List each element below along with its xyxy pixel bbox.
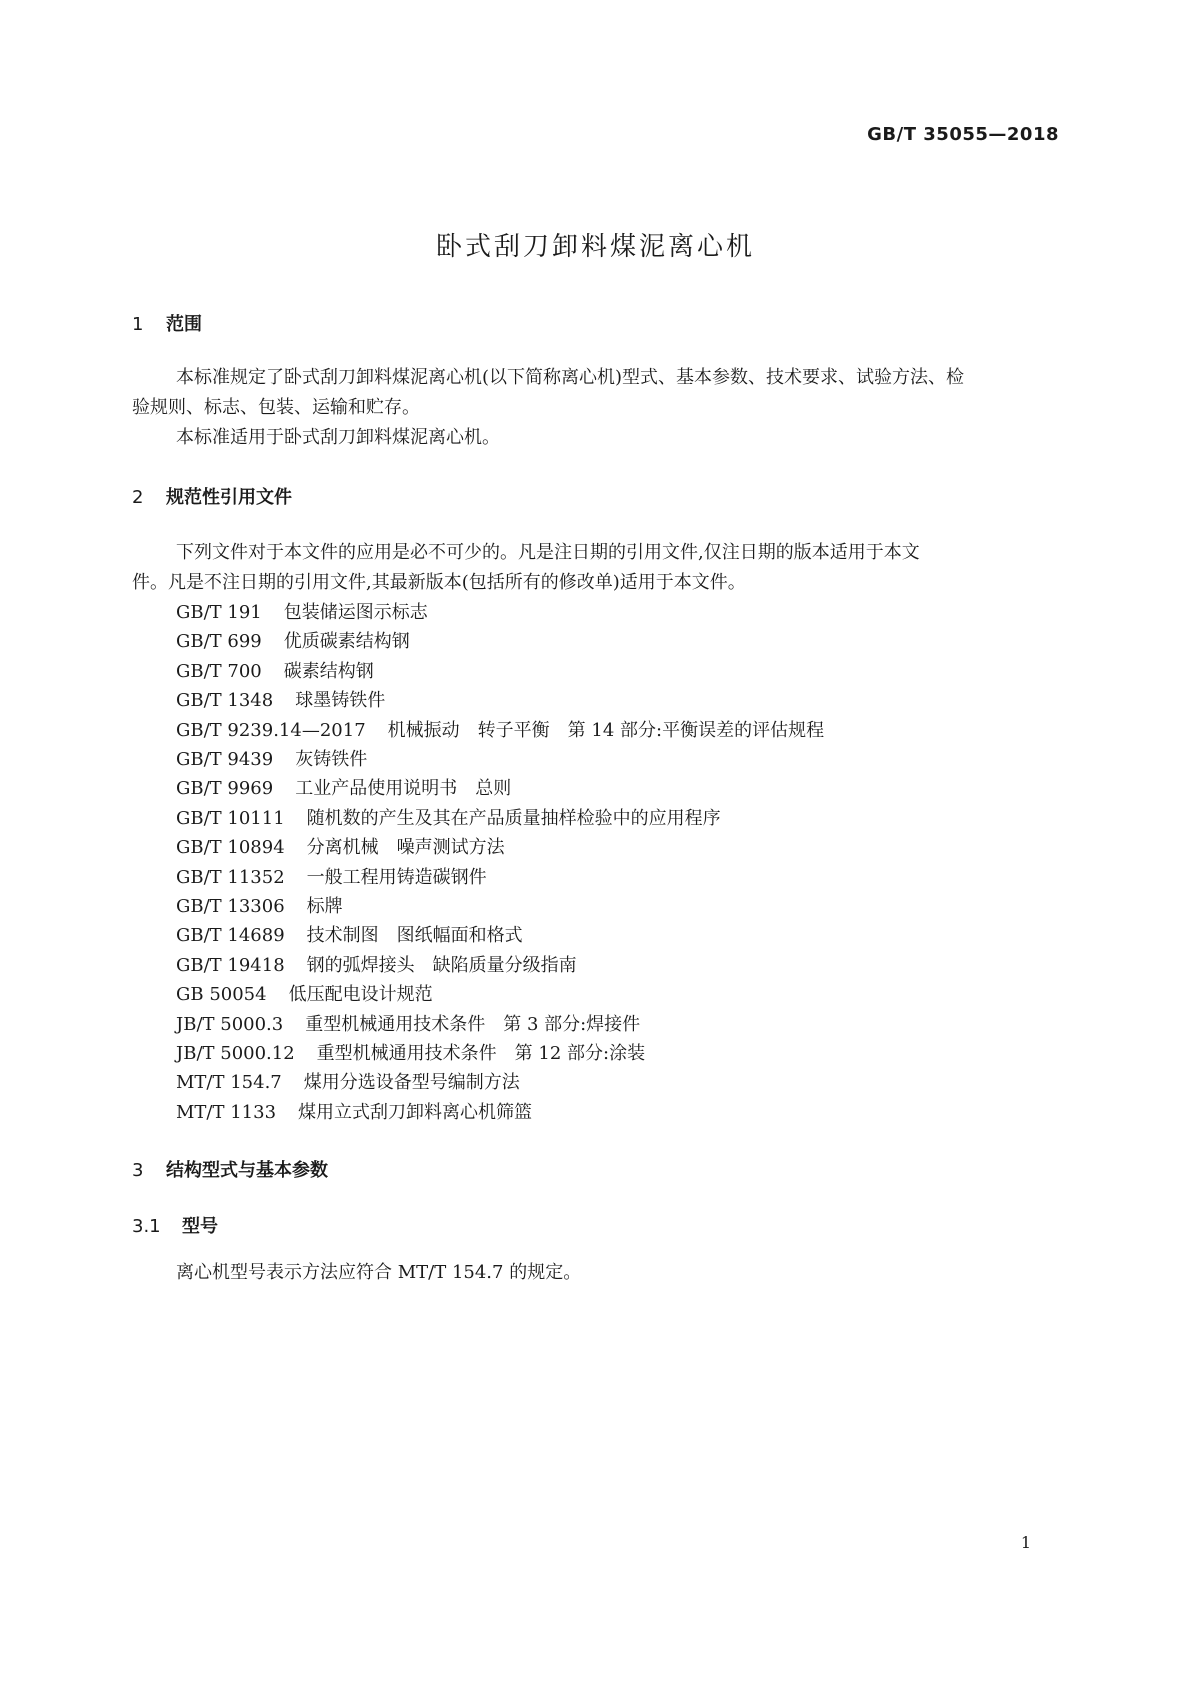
section-number: 1	[132, 314, 144, 335]
reference-item	[176, 1098, 532, 1124]
section-title: 规范性引用文件	[166, 487, 292, 508]
reference-code: GB/T 9239.14—2017	[176, 719, 366, 741]
reference-code: GB/T 10111	[176, 807, 285, 829]
section-2-paragraph-line-1: 下列文件对于本文件的应用是必不可少的。凡是注日期的引用文件,仅注日期的版本适用于本文	[176, 542, 920, 563]
reference-item	[176, 804, 721, 830]
section-1-paragraph-1-line-2: 验规则、标志、包装、运输和贮存。	[132, 397, 420, 418]
reference-item	[176, 716, 824, 742]
reference-item	[176, 686, 385, 712]
reference-title: 煤用立式刮刀卸料离心机筛篮	[298, 1101, 533, 1123]
reference-item	[176, 627, 410, 653]
document-title: 卧式刮刀卸料煤泥离心机	[435, 232, 755, 262]
reference-code: MT/T 1133	[176, 1101, 277, 1123]
reference-item	[176, 892, 343, 918]
reference-code: GB/T 700	[176, 660, 262, 682]
reference-title: 重型机械通用技术条件 第 3 部分:焊接件	[305, 1013, 641, 1035]
reference-code: GB/T 699	[176, 631, 262, 653]
reference-item	[176, 863, 487, 889]
section-number: 2	[132, 487, 144, 508]
reference-title: 碳素结构钢	[283, 660, 374, 682]
reference-code: GB/T 191	[176, 602, 262, 623]
section-title: 结构型式与基本参数	[166, 1160, 328, 1181]
reference-code: GB/T 9439	[176, 749, 274, 770]
reference-item	[176, 657, 374, 683]
reference-title: 分离机械 噪声测试方法	[306, 837, 505, 859]
reference-code: GB/T 9969	[176, 778, 274, 800]
section-1-heading	[132, 310, 202, 336]
reference-title: 包装储运图示标志	[283, 602, 428, 623]
reference-title: 重型机械通用技术条件 第 12 部分:涂装	[316, 1043, 646, 1064]
reference-code: JB/T 5000.12	[176, 1043, 295, 1064]
reference-code: GB/T 1348	[176, 690, 274, 712]
reference-code: GB/T 10894	[176, 837, 285, 859]
section-1-paragraph-1-line-1: 本标准规定了卧式刮刀卸料煤泥离心机(以下简称离心机)型式、基本参数、技术要求、试验方法、检	[176, 367, 965, 388]
reference-item	[176, 980, 433, 1006]
page-number: 1	[1020, 1533, 1031, 1552]
reference-title: 一般工程用铸造碳钢件	[306, 866, 487, 888]
section-2-paragraph-line-2: 件。凡是不注日期的引用文件,其最新版本(包括所有的修改单)适用于本文件。	[132, 572, 746, 593]
reference-code: GB/T 13306	[176, 896, 285, 917]
reference-title: 灰铸铁件	[295, 749, 368, 770]
reference-title: 钢的弧焊接头 缺陷质量分级指南	[306, 954, 577, 976]
reference-item	[176, 1039, 645, 1065]
subsection-3-1-paragraph: 离心机型号表示方法应符合 MT/T 154.7 的规定。	[176, 1262, 582, 1283]
reference-code: GB 50054	[176, 984, 267, 1006]
reference-item	[176, 774, 511, 800]
section-3-heading	[132, 1156, 328, 1182]
reference-item	[176, 951, 577, 977]
reference-item	[176, 1068, 520, 1094]
reference-code: GB/T 19418	[176, 954, 285, 976]
reference-title: 优质碳素结构钢	[283, 631, 410, 653]
reference-code: GB/T 14689	[176, 925, 285, 947]
reference-code: JB/T 5000.3	[176, 1013, 284, 1035]
section-title: 范围	[166, 314, 202, 335]
reference-title: 球墨铸铁件	[295, 690, 386, 712]
standard-number: GB/T 35055—2018	[867, 124, 1059, 145]
reference-item	[176, 745, 367, 771]
reference-item	[176, 1010, 640, 1036]
section-number: 3	[132, 1160, 144, 1181]
reference-title: 煤用分选设备型号编制方法	[303, 1072, 520, 1094]
reference-item	[176, 921, 523, 947]
subsection-3-1-heading	[132, 1212, 218, 1238]
section-1-paragraph-2: 本标准适用于卧式刮刀卸料煤泥离心机。	[176, 427, 500, 448]
subsection-title: 型号	[182, 1216, 218, 1237]
reference-title: 标牌	[306, 896, 343, 917]
reference-title: 技术制图 图纸幅面和格式	[306, 925, 523, 947]
reference-title: 机械振动 转子平衡 第 14 部分:平衡误差的评估规程	[387, 719, 825, 741]
reference-title: 低压配电设计规范	[288, 984, 433, 1006]
section-2-heading	[132, 483, 292, 509]
reference-code: MT/T 154.7	[176, 1072, 282, 1094]
subsection-number: 3.1	[132, 1216, 161, 1237]
reference-item	[176, 833, 505, 859]
reference-title: 工业产品使用说明书 总则	[295, 778, 512, 800]
reference-title: 随机数的产生及其在产品质量抽样检验中的应用程序	[306, 807, 721, 829]
reference-item	[176, 598, 428, 624]
reference-code: GB/T 11352	[176, 866, 285, 888]
